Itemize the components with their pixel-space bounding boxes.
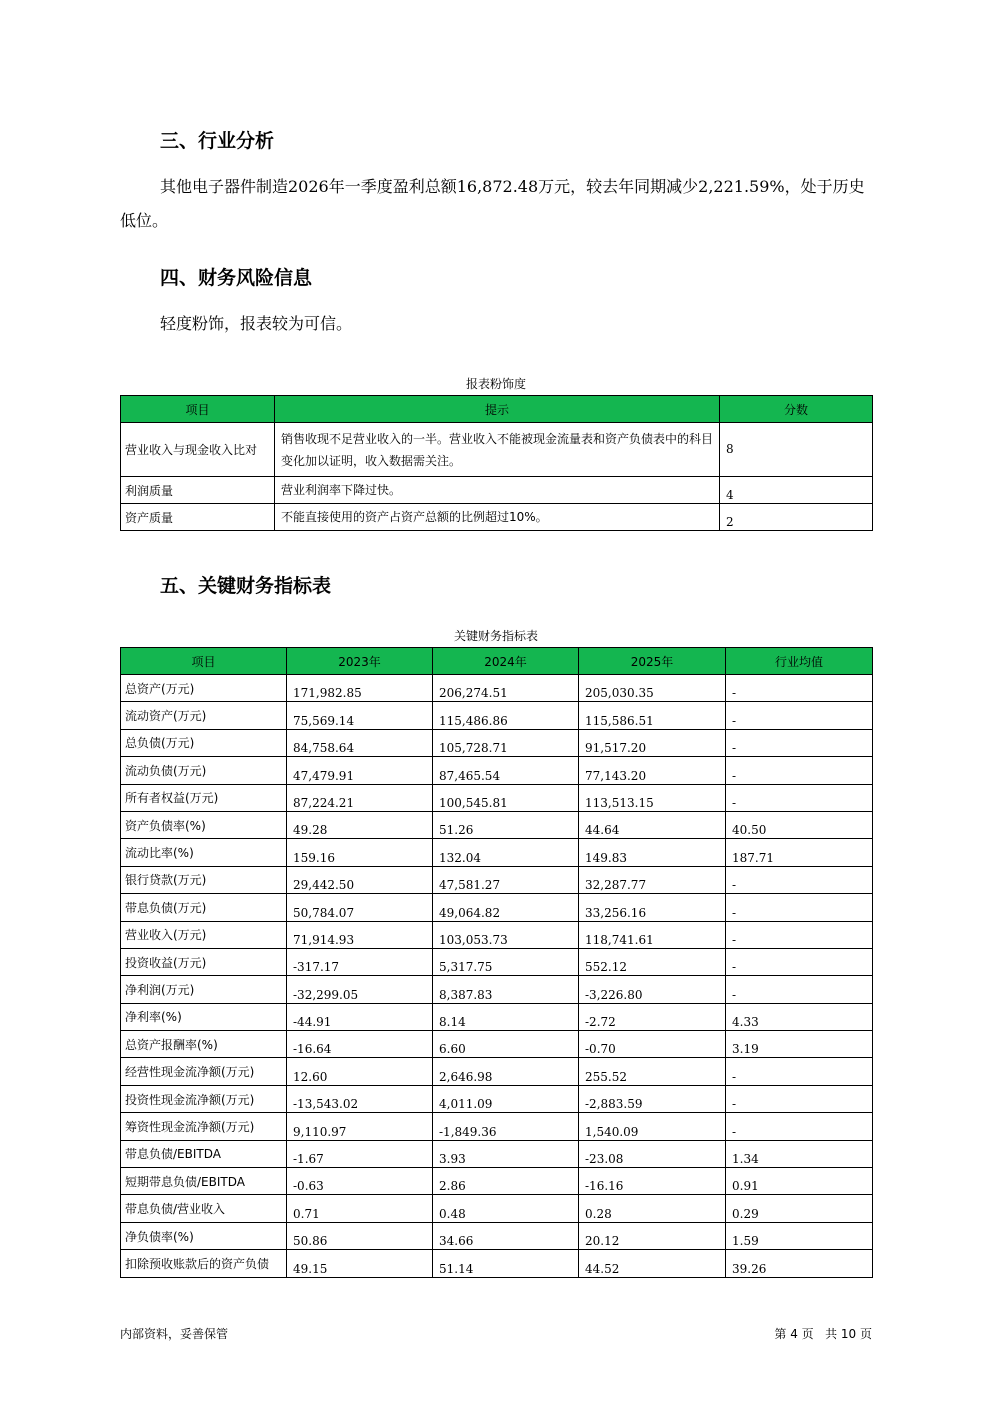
kpi-value-2025: -2,883.59 bbox=[579, 1085, 726, 1112]
kpi-value-2023: -44.91 bbox=[287, 1003, 433, 1030]
kpi-industry-avg: - bbox=[726, 702, 873, 729]
kpi-value-2024: 2.86 bbox=[433, 1168, 579, 1195]
risk-item: 资产质量 bbox=[121, 504, 275, 531]
kpi-industry-avg: - bbox=[726, 1113, 873, 1140]
kpi-value-2023: 47,479.91 bbox=[287, 757, 433, 784]
kpi-value-2023: 29,442.50 bbox=[287, 866, 433, 893]
risk-header-score: 分数 bbox=[720, 396, 873, 423]
kpi-value-2024: 34.66 bbox=[433, 1222, 579, 1249]
kpi-value-2025: 0.28 bbox=[579, 1195, 726, 1222]
table-row bbox=[121, 1222, 873, 1249]
risk-header-item: 项目 bbox=[121, 396, 275, 423]
kpi-value-2025: 113,513.15 bbox=[579, 784, 726, 811]
kpi-item: 资产负债率(%) bbox=[121, 811, 287, 838]
kpi-industry-avg: 40.50 bbox=[726, 811, 873, 838]
risk-score: 8 bbox=[720, 423, 873, 477]
risk-score: 2 bbox=[720, 504, 873, 531]
section-heading-kpi: 五、关键财务指标表 bbox=[160, 575, 332, 597]
kpi-industry-avg: 187.71 bbox=[726, 839, 873, 866]
kpi-value-2023: 50.86 bbox=[287, 1222, 433, 1249]
kpi-value-2025: 552.12 bbox=[579, 948, 726, 975]
kpi-value-2023: -1.67 bbox=[287, 1140, 433, 1167]
kpi-value-2023: -317.17 bbox=[287, 948, 433, 975]
kpi-value-2023: -32,299.05 bbox=[287, 976, 433, 1003]
section-heading-risk: 四、财务风险信息 bbox=[160, 267, 313, 289]
kpi-value-2024: 132.04 bbox=[433, 839, 579, 866]
risk-header-hint: 提示 bbox=[275, 396, 720, 423]
industry-paragraph: 其他电子器件制造2026年一季度盈利总额16,872.48万元，较去年同期减少2,221.59%，处于历史低位。 bbox=[120, 177, 865, 230]
kpi-item: 总资产(万元) bbox=[121, 675, 287, 702]
kpi-value-2024: 47,581.27 bbox=[433, 866, 579, 893]
kpi-item: 经营性现金流净额(万元) bbox=[121, 1058, 287, 1085]
kpi-value-2023: 49.28 bbox=[287, 811, 433, 838]
kpi-industry-avg: - bbox=[726, 894, 873, 921]
table-row bbox=[121, 1058, 873, 1085]
risk-hint: 营业利润率下降过快。 bbox=[275, 477, 720, 504]
kpi-industry-avg: 3.19 bbox=[726, 1031, 873, 1058]
kpi-industry-avg: 0.91 bbox=[726, 1168, 873, 1195]
kpi-value-2024: 5,317.75 bbox=[433, 948, 579, 975]
kpi-value-2023: 87,224.21 bbox=[287, 784, 433, 811]
kpi-item: 带息负债/营业收入 bbox=[121, 1195, 287, 1222]
kpi-item: 所有者权益(万元) bbox=[121, 784, 287, 811]
kpi-value-2023: 12.60 bbox=[287, 1058, 433, 1085]
table-row bbox=[121, 729, 873, 756]
table-row bbox=[121, 1140, 873, 1167]
table-row bbox=[121, 839, 873, 866]
kpi-item: 流动比率(%) bbox=[121, 839, 287, 866]
section-heading-industry: 三、行业分析 bbox=[160, 130, 275, 152]
kpi-industry-avg: 39.26 bbox=[726, 1250, 873, 1277]
kpi-value-2023: -16.64 bbox=[287, 1031, 433, 1058]
table-row bbox=[121, 423, 873, 477]
kpi-value-2024: 100,545.81 bbox=[433, 784, 579, 811]
kpi-item: 营业收入(万元) bbox=[121, 921, 287, 948]
kpi-item: 总资产报酬率(%) bbox=[121, 1031, 287, 1058]
kpi-item: 带息负债/EBITDA bbox=[121, 1140, 287, 1167]
kpi-value-2025: 33,256.16 bbox=[579, 894, 726, 921]
kpi-item: 流动资产(万元) bbox=[121, 702, 287, 729]
kpi-value-2023: 9,110.97 bbox=[287, 1113, 433, 1140]
table-row bbox=[121, 1250, 873, 1277]
kpi-value-2024: 2,646.98 bbox=[433, 1058, 579, 1085]
kpi-value-2024: 115,486.86 bbox=[433, 702, 579, 729]
kpi-value-2025: 1,540.09 bbox=[579, 1113, 726, 1140]
table-row bbox=[121, 784, 873, 811]
kpi-industry-avg: - bbox=[726, 1085, 873, 1112]
kpi-value-2025: -0.70 bbox=[579, 1031, 726, 1058]
table-row bbox=[121, 811, 873, 838]
risk-hint: 不能直接使用的资产占资产总额的比例超过10%。 bbox=[275, 504, 720, 531]
kpi-value-2025: 115,586.51 bbox=[579, 702, 726, 729]
table-row bbox=[121, 976, 873, 1003]
kpi-item: 净负债率(%) bbox=[121, 1222, 287, 1249]
footer-confidential: 内部资料，妥善保管 bbox=[120, 1327, 229, 1341]
table-row bbox=[121, 1003, 873, 1030]
kpi-value-2025: 91,517.20 bbox=[579, 729, 726, 756]
kpi-industry-avg: - bbox=[726, 1058, 873, 1085]
kpi-value-2024: 103,053.73 bbox=[433, 921, 579, 948]
kpi-value-2024: 3.93 bbox=[433, 1140, 579, 1167]
kpi-item: 扣除预收账款后的资产负债 bbox=[121, 1250, 287, 1277]
kpi-value-2025: 77,143.20 bbox=[579, 757, 726, 784]
kpi-value-2024: -1,849.36 bbox=[433, 1113, 579, 1140]
kpi-value-2025: 149.83 bbox=[579, 839, 726, 866]
kpi-value-2023: 159.16 bbox=[287, 839, 433, 866]
kpi-item: 净利润(万元) bbox=[121, 976, 287, 1003]
table-row bbox=[121, 1113, 873, 1140]
kpi-header-2024: 2024年 bbox=[433, 648, 579, 675]
table-row bbox=[121, 1195, 873, 1222]
kpi-item: 银行贷款(万元) bbox=[121, 866, 287, 893]
kpi-item: 投资性现金流净额(万元) bbox=[121, 1085, 287, 1112]
kpi-value-2024: 49,064.82 bbox=[433, 894, 579, 921]
kpi-value-2024: 0.48 bbox=[433, 1195, 579, 1222]
table-row bbox=[121, 675, 873, 702]
kpi-value-2024: 6.60 bbox=[433, 1031, 579, 1058]
kpi-item: 筹资性现金流净额(万元) bbox=[121, 1113, 287, 1140]
table-row bbox=[121, 477, 873, 504]
kpi-value-2024: 4,011.09 bbox=[433, 1085, 579, 1112]
kpi-industry-avg: - bbox=[726, 729, 873, 756]
kpi-industry-avg: - bbox=[726, 976, 873, 1003]
kpi-industry-avg: - bbox=[726, 948, 873, 975]
kpi-value-2025: 32,287.77 bbox=[579, 866, 726, 893]
kpi-value-2025: 255.52 bbox=[579, 1058, 726, 1085]
kpi-industry-avg: - bbox=[726, 675, 873, 702]
kpi-value-2024: 51.26 bbox=[433, 811, 579, 838]
kpi-item: 净利率(%) bbox=[121, 1003, 287, 1030]
kpi-value-2024: 8.14 bbox=[433, 1003, 579, 1030]
table-row bbox=[121, 894, 873, 921]
kpi-value-2023: 50,784.07 bbox=[287, 894, 433, 921]
kpi-item: 总负债(万元) bbox=[121, 729, 287, 756]
kpi-value-2023: 71,914.93 bbox=[287, 921, 433, 948]
kpi-table-caption: 关键财务指标表 bbox=[453, 629, 538, 643]
kpi-table bbox=[120, 647, 873, 1278]
risk-hint: 销售收现不足营业收入的一半。营业收入不能被现金流量表和资产负债表中的科目变化加以证明，收入数据需关注。 bbox=[275, 423, 720, 477]
kpi-header-item: 项目 bbox=[121, 648, 287, 675]
kpi-value-2025: -3,226.80 bbox=[579, 976, 726, 1003]
kpi-value-2024: 105,728.71 bbox=[433, 729, 579, 756]
kpi-value-2023: 49.15 bbox=[287, 1250, 433, 1277]
kpi-header-2023: 2023年 bbox=[287, 648, 433, 675]
kpi-item: 短期带息负债/EBITDA bbox=[121, 1168, 287, 1195]
kpi-value-2025: 44.64 bbox=[579, 811, 726, 838]
kpi-industry-avg: - bbox=[726, 784, 873, 811]
risk-item: 利润质量 bbox=[121, 477, 275, 504]
kpi-value-2024: 51.14 bbox=[433, 1250, 579, 1277]
table-row bbox=[121, 921, 873, 948]
kpi-value-2025: -2.72 bbox=[579, 1003, 726, 1030]
kpi-item: 投资收益(万元) bbox=[121, 948, 287, 975]
footer-page-number: 第 4 页 共 10 页 bbox=[774, 1327, 872, 1341]
kpi-value-2025: 205,030.35 bbox=[579, 675, 726, 702]
kpi-value-2023: 171,982.85 bbox=[287, 675, 433, 702]
kpi-item: 带息负债(万元) bbox=[121, 894, 287, 921]
kpi-value-2023: -13,543.02 bbox=[287, 1085, 433, 1112]
kpi-value-2025: 20.12 bbox=[579, 1222, 726, 1249]
kpi-industry-avg: 1.34 bbox=[726, 1140, 873, 1167]
table-row bbox=[121, 948, 873, 975]
risk-table-caption: 报表粉饰度 bbox=[465, 377, 526, 391]
table-row bbox=[121, 1168, 873, 1195]
kpi-value-2025: 118,741.61 bbox=[579, 921, 726, 948]
kpi-value-2023: 84,758.64 bbox=[287, 729, 433, 756]
kpi-value-2025: -16.16 bbox=[579, 1168, 726, 1195]
kpi-value-2025: 44.52 bbox=[579, 1250, 726, 1277]
kpi-industry-avg: - bbox=[726, 921, 873, 948]
kpi-value-2023: 0.71 bbox=[287, 1195, 433, 1222]
table-row bbox=[121, 1031, 873, 1058]
risk-table bbox=[120, 395, 873, 531]
kpi-value-2024: 8,387.83 bbox=[433, 976, 579, 1003]
kpi-header-industry-avg: 行业均值 bbox=[726, 648, 873, 675]
kpi-industry-avg: 0.29 bbox=[726, 1195, 873, 1222]
kpi-industry-avg: 4.33 bbox=[726, 1003, 873, 1030]
risk-paragraph: 轻度粉饰，报表较为可信。 bbox=[160, 314, 353, 333]
kpi-value-2023: 75,569.14 bbox=[287, 702, 433, 729]
kpi-header-2025: 2025年 bbox=[579, 648, 726, 675]
table-row bbox=[121, 1085, 873, 1112]
table-row bbox=[121, 504, 873, 531]
kpi-value-2023: -0.63 bbox=[287, 1168, 433, 1195]
kpi-value-2025: -23.08 bbox=[579, 1140, 726, 1167]
table-row bbox=[121, 757, 873, 784]
kpi-value-2024: 87,465.54 bbox=[433, 757, 579, 784]
kpi-industry-avg: 1.59 bbox=[726, 1222, 873, 1249]
risk-score: 4 bbox=[720, 477, 873, 504]
table-row bbox=[121, 702, 873, 729]
table-row bbox=[121, 866, 873, 893]
kpi-industry-avg: - bbox=[726, 866, 873, 893]
kpi-item: 流动负债(万元) bbox=[121, 757, 287, 784]
risk-item: 营业收入与现金收入比对 bbox=[121, 423, 275, 477]
kpi-value-2024: 206,274.51 bbox=[433, 675, 579, 702]
kpi-industry-avg: - bbox=[726, 757, 873, 784]
